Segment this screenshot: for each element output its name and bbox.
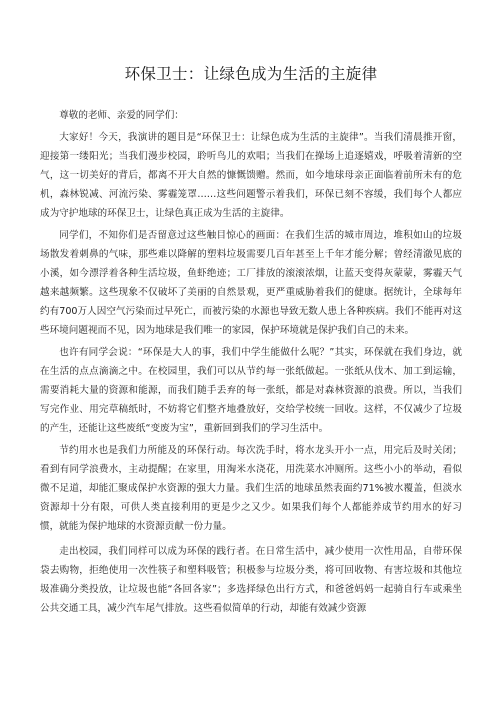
salutation: 尊敬的老师、亲爱的同学们： [59,110,184,121]
paragraph-1: 大家好！今天，我演讲的题目是“环保卫士：让绿色成为生活的主旋律”。当我们清晨推开窗，迎接第一缕阳光；当我们漫步校园，聆听鸟儿的欢唱；当我们在操场上追逐嬉戏，呼吸着清新的空气，这一切美好的背后，都离不开大自然的慷慨馈赠。然而，如今地球母亲正面临着前所未有的危机，森林锐减、河流污染、雾霾笼罩……这些问题警示着我们，环保已刻不容缓，我们每个人都应成为守护地球的环保卫士，让绿色真正成为生活的主旋律。 [40,132,462,219]
paragraph-3: 也许有同学会说：“环保是大人的事，我们中学生能做什么呢？”其实，环保就在我们身边，就在生活的点点滴滴之中。在校园里，我们可以从节约每一张纸做起。一张纸从伐木、加工到运输，需要消耗大量的资源和能源，而我们随手丢弃的每一张纸，都是对森林资源的浪费。所以，当我们写完作业、用完草稿纸时，不妨将它们整齐地叠放好，交给学校统一回收。这样，不仅减少了垃圾的产生，还能让这些废纸“变废为宝”，重新回到我们的学习生活中。 [40,347,462,434]
paragraph-5: 走出校园，我们同样可以成为环保的践行者。在日常生活中，减少使用一次性用品，自带环保袋去购物，拒绝使用一次性筷子和塑料吸管；积极参与垃圾分类，将可回收物、有害垃圾和其他垃圾准确分类投放，让垃圾也能“各回各家”；多选择绿色出行方式，和爸爸妈妈一起骑自行车或乘坐公共交通工具，减少汽车尾气排放。这些看似简单的行动，却能有效减少资源 [40,546,462,614]
document-title: 环保卫士：让绿色成为生活的主旋律 [124,65,378,83]
paragraph-2: 同学们，不知你们是否留意过这些触目惊心的画面：在我们生活的城市周边，堆积如山的垃圾场散发着刺鼻的气味，那些难以降解的塑料垃圾需要几百年甚至上千年才能分解；曾经清澈见底的小溪，如今漂浮着各种生活垃圾，鱼虾绝迹；工厂排放的滚滚浓烟，让蓝天变得灰蒙蒙，雾霾天气越来越频繁。这些现象不仅破坏了美丽的自然景观，更严重威胁着我们的健康。据统计，全球每年约有700万人因空气污染而过早死亡，而被污染的水源也导致无数人患上各种疾病。我们不能再对这些环境问题视而不见，因为地球是我们唯一的家园，保护环境就是保护我们自己的未来。 [40,230,462,336]
paragraph-4: 节约用水也是我们力所能及的环保行动。每次洗手时，将水龙头开小一点，用完后及时关闭；看到有同学浪费水，主动提醒；在家里，用淘米水浇花，用洗菜水冲厕所。这些小小的举动，看似微不足道，却能汇聚成保护水资源的强大力量。我们生活的地球虽然表面约71%被水覆盖，但淡水资源却十分有限，可供人类直接利用的更是少之又少。如果我们每个人都能养成节约用水的好习惯，就能为保护地球的水资源贡献一份力量。 [40,445,462,532]
